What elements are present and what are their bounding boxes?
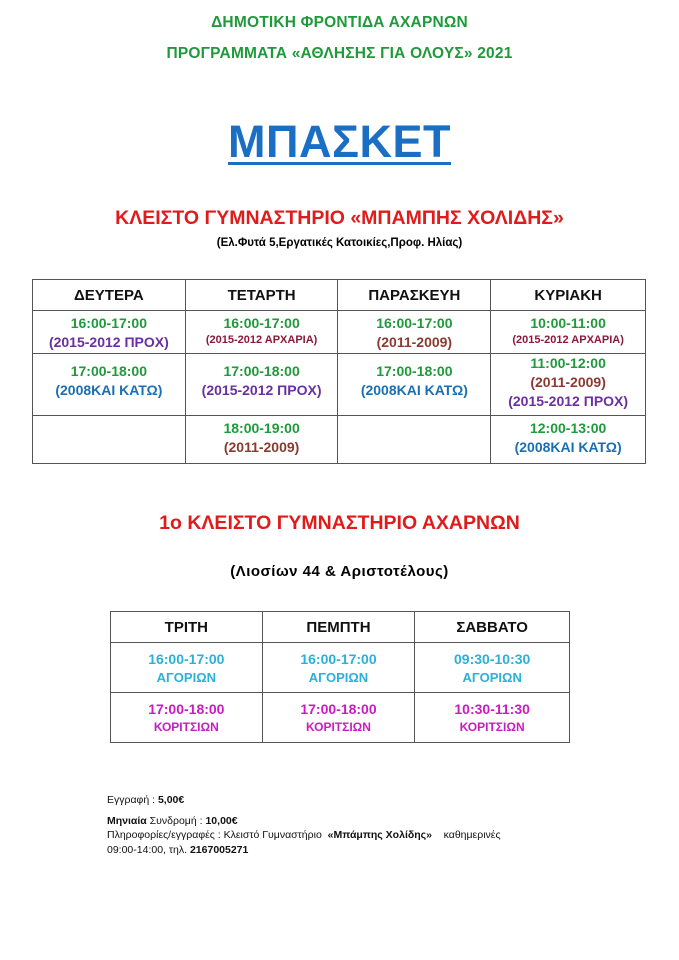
- age-group: (2015-2012 ΑΡΧΑΡΙΑ): [205, 333, 318, 346]
- age-group: (2008ΚΑΙ ΚΑΤΩ): [360, 381, 468, 398]
- age-group: (2015-2012 ΠΡΟΧ): [48, 333, 169, 350]
- time-slot: 17:00-18:00: [148, 701, 225, 717]
- age-group: (2015-2012 ΠΡΟΧ): [508, 392, 629, 409]
- group-label: ΑΓΟΡΙΩΝ: [308, 669, 369, 685]
- table-row: [33, 311, 646, 354]
- time-slot: 17:00-18:00: [376, 363, 453, 379]
- schedule-cell-empty: [338, 416, 491, 464]
- info-venue: «Μπάμπης Χολίδης»: [327, 829, 432, 841]
- time-slot: 10:30-11:30: [454, 701, 530, 717]
- schedule-cell: [185, 416, 338, 464]
- table-header-row: [111, 612, 570, 643]
- monthly-label: Μηνιαία: [107, 815, 147, 827]
- group-label: ΚΟΡΙΤΣΙΩΝ: [153, 719, 219, 734]
- schedule-cell: [33, 354, 186, 416]
- table-header-row: [33, 280, 646, 311]
- day-header: ΤΕΤΑΡΤΗ: [185, 280, 338, 311]
- day-header: ΣΑΒΒΑΤΟ: [415, 612, 570, 643]
- time-slot: 16:00-17:00: [70, 315, 147, 331]
- time-slot: 17:00-18:00: [70, 363, 147, 379]
- schedule-cell: [491, 354, 646, 416]
- day-header: ΠΕΜΠΤΗ: [262, 612, 415, 643]
- schedule-cell: [415, 693, 570, 743]
- schedule-cell: [185, 354, 338, 416]
- info-days: καθημερινές: [443, 829, 501, 841]
- monthly-fee: [107, 815, 238, 827]
- time-slot: 09:30-10:30: [454, 651, 531, 667]
- schedule-cell: [185, 311, 338, 354]
- schedule-cell: [338, 354, 491, 416]
- info-label: Πληροφορίες/εγγραφές : Κλειστό Γυμναστήριο: [107, 829, 322, 841]
- time-slot: 16:00-17:00: [376, 315, 453, 331]
- group-label: ΚΟΡΙΤΣΙΩΝ: [459, 719, 525, 734]
- time-slot: 16:00-17:00: [223, 315, 300, 331]
- schedule-cell: [338, 311, 491, 354]
- header-line-2: ΠΡΟΓΡΑΜΜΑΤΑ «ΑΘΛΗΣΗΣ ΓΙΑ ΟΛΟΥΣ» 2021: [166, 45, 513, 62]
- schedule-cell: [111, 643, 263, 693]
- day-header: ΔΕΥΤΕΡΑ: [33, 280, 186, 311]
- age-group: (2015-2012 ΑΡΧΑΡΙΑ): [512, 333, 624, 346]
- table-row: [33, 416, 646, 464]
- monthly-value: 10,00€: [205, 815, 238, 827]
- day-header: ΚΥΡΙΑΚΗ: [491, 280, 646, 311]
- schedule-cell: [491, 311, 646, 354]
- schedule-cell: [262, 693, 415, 743]
- table-row: [33, 354, 646, 416]
- schedule-cell: [491, 416, 646, 464]
- schedule-cell-empty: [33, 416, 186, 464]
- schedule-table-venue1: [32, 279, 646, 464]
- venue1-address: (Ελ.Φυτά 5,Εργατικές Κατοικίες,Προφ. Ηλίας): [216, 237, 463, 249]
- time-slot: 17:00-18:00: [300, 701, 377, 717]
- age-group: (2011-2009): [376, 333, 453, 350]
- group-label: ΑΓΟΡΙΩΝ: [156, 669, 217, 685]
- registration-label: Εγγραφή :: [107, 794, 156, 806]
- phone-number: 2167005271: [189, 844, 249, 856]
- schedule-table-venue2: [110, 611, 570, 743]
- group-label: ΚΟΡΙΤΣΙΩΝ: [306, 719, 371, 734]
- info-line: [107, 829, 607, 841]
- page-title-text: ΜΠΑΣΚΕΤ: [228, 116, 451, 167]
- time-slot: 16:00-17:00: [148, 651, 225, 667]
- day-header: ΤΡΙΤΗ: [111, 612, 263, 643]
- age-group: (2011-2009): [530, 373, 606, 390]
- time-slot: 18:00-19:00: [223, 420, 300, 436]
- table-row: [111, 693, 570, 743]
- time-slot: 16:00-17:00: [300, 651, 377, 667]
- age-group: (2008ΚΑΙ ΚΑΤΩ): [55, 381, 163, 398]
- venue2-name: 1ο ΚΛΕΙΣΤΟ ΓΥΜΝΑΣΤΗΡΙΟ ΑΧΑΡΝΩΝ: [159, 512, 520, 534]
- age-group: (2011-2009): [223, 438, 300, 455]
- hours-line: [107, 844, 248, 856]
- time-slot: 17:00-18:00: [223, 363, 300, 379]
- schedule-cell: [111, 693, 263, 743]
- registration-value: 5,00€: [157, 794, 185, 806]
- group-label: ΑΓΟΡΙΩΝ: [462, 669, 522, 685]
- time-slot: 12:00-13:00: [529, 420, 607, 436]
- age-group: (2008ΚΑΙ ΚΑΤΩ): [514, 438, 622, 455]
- time-slot: 10:00-11:00: [530, 315, 606, 331]
- venue1-name: ΚΛΕΙΣΤΟ ΓΥΜΝΑΣΤΗΡΙΟ «ΜΠΑΜΠΗΣ ΧΟΛΙΔΗΣ»: [115, 207, 564, 229]
- time-slot: 11:00-12:00: [530, 355, 606, 371]
- age-group: (2015-2012 ΠΡΟΧ): [201, 381, 322, 398]
- hours-text: 09:00-14:00, τηλ.: [107, 844, 188, 856]
- venue2-address: (Λιοσίων 44 & Αριστοτέλους): [230, 563, 449, 580]
- page-title: [0, 116, 679, 168]
- schedule-cell: [262, 643, 415, 693]
- table-row: [111, 643, 570, 693]
- header-line-1: ΔΗΜΟΤΙΚΗ ΦΡΟΝΤΙΔΑ ΑΧΑΡΝΩΝ: [211, 14, 468, 31]
- day-header: ΠΑΡΑΣΚΕΥΗ: [338, 280, 491, 311]
- monthly-rest: Συνδρομή :: [149, 815, 203, 827]
- schedule-cell: [33, 311, 186, 354]
- registration-fee: [107, 794, 184, 806]
- schedule-cell: [415, 643, 570, 693]
